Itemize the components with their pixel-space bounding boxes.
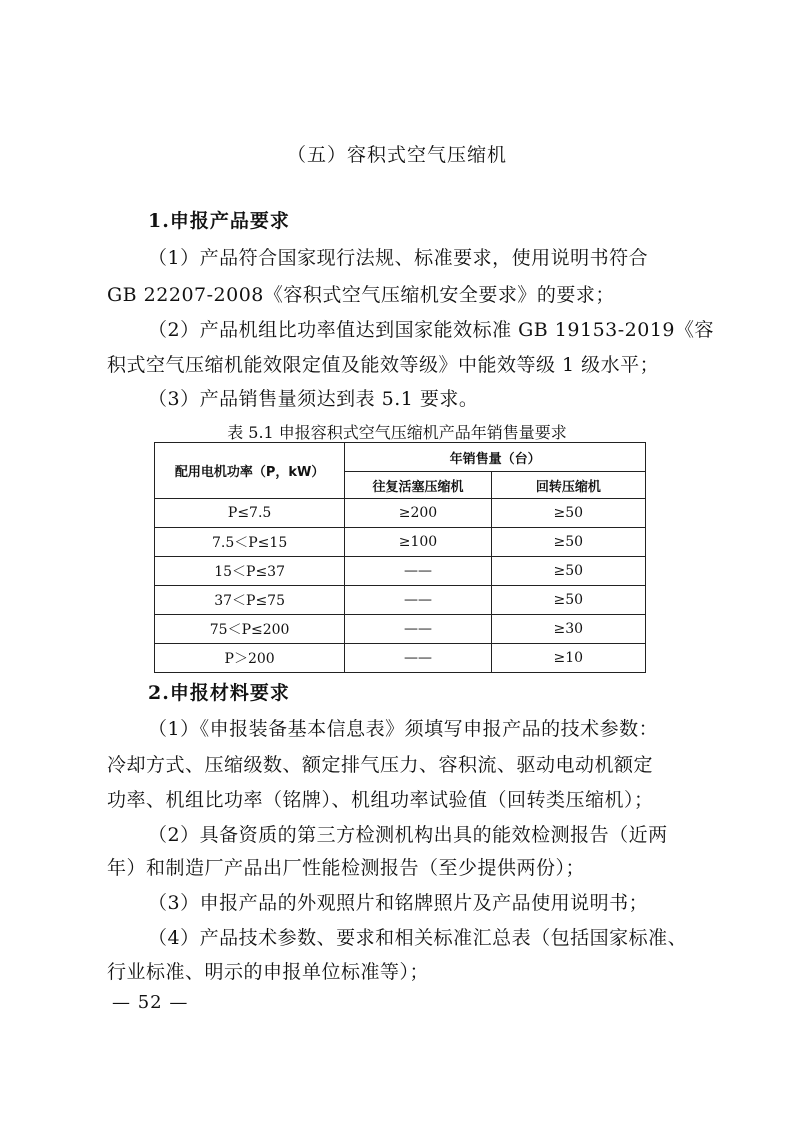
power-range-cell: 37＜P≤75 [155,586,345,615]
power-range-cell: P＞200 [155,644,345,673]
table-row [155,615,646,644]
material-line-8: 行业标准、明示的申报单位标准等）； [107,961,430,983]
requirement-line-4: 积式空气压缩机能效限定值及能效等级》中能效等级 1 级水平； [107,354,660,376]
page-number: — 52 — [112,992,189,1013]
requirement-line-2: GB 22207-2008《容积式空气压缩机安全要求》的要求； [107,284,615,306]
annual-sales-header: 年销售量（台） [345,443,646,472]
material-line-4: （2）具备资质的第三方检测机构出具的能效检测报告（近两 [148,824,668,846]
table-row [155,528,646,557]
reciprocating-sales-cell: ≥100 [345,528,491,557]
rotary-sales-cell: ≥10 [491,644,645,673]
power-range-cell: 7.5＜P≤15 [155,528,345,557]
requirement-line-1: （1）产品符合国家现行法规、标准要求，使用说明书符合 [148,247,649,269]
power-range-cell: P≤7.5 [155,499,345,528]
reciprocating-compressor-header: 往复活塞压缩机 [345,472,491,499]
rotary-sales-cell: ≥50 [491,586,645,615]
power-range-cell: 15＜P≤37 [155,557,345,586]
requirement-line-5: （3）产品销售量须达到表 5.1 要求。 [148,388,479,410]
material-line-2: 冷却方式、压缩级数、额定排气压力、容积流、驱动电动机额定 [107,754,654,776]
materials-heading: 2.申报材料要求 [148,682,290,704]
sales-requirement-table [154,442,646,673]
material-line-5: 年）和制造厂产品出厂性能检测报告（至少提供两份）； [107,857,586,879]
reciprocating-sales-cell: —— [345,586,491,615]
table-row [155,499,646,528]
power-column-header: 配用电机功率（P，kW） [155,443,345,499]
requirements-heading: 1.申报产品要求 [148,210,290,232]
material-line-1: （1）《申报装备基本信息表》须填写申报产品的技术参数： [148,718,659,740]
material-line-3: 功率、机组比功率（铭牌）、机组功率试验值（回转类压缩机）； [107,789,654,811]
material-line-6: （3）申报产品的外观照片和铭牌照片及产品使用说明书； [148,892,649,914]
rotary-sales-cell: ≥50 [491,528,645,557]
rotary-sales-cell: ≥30 [491,615,645,644]
table-row [155,557,646,586]
rotary-sales-cell: ≥50 [491,557,645,586]
table-caption: 表 5.1 申报容积式空气压缩机产品年销售量要求 [227,423,567,442]
reciprocating-sales-cell: —— [345,644,491,673]
rotary-compressor-header: 回转压缩机 [491,472,645,499]
table-row [155,586,646,615]
table-row [155,644,646,673]
reciprocating-sales-cell: —— [345,615,491,644]
reciprocating-sales-cell: —— [345,557,491,586]
rotary-sales-cell: ≥50 [491,499,645,528]
section-title: （五）容积式空气压缩机 [286,144,507,166]
material-line-7: （4）产品技术参数、要求和相关标准汇总表（包括国家标准、 [148,927,688,949]
requirement-line-3: （2）产品机组比功率值达到国家能效标准 GB 19153-2019《容 [148,319,715,341]
power-range-cell: 75＜P≤200 [155,615,345,644]
reciprocating-sales-cell: ≥200 [345,499,491,528]
